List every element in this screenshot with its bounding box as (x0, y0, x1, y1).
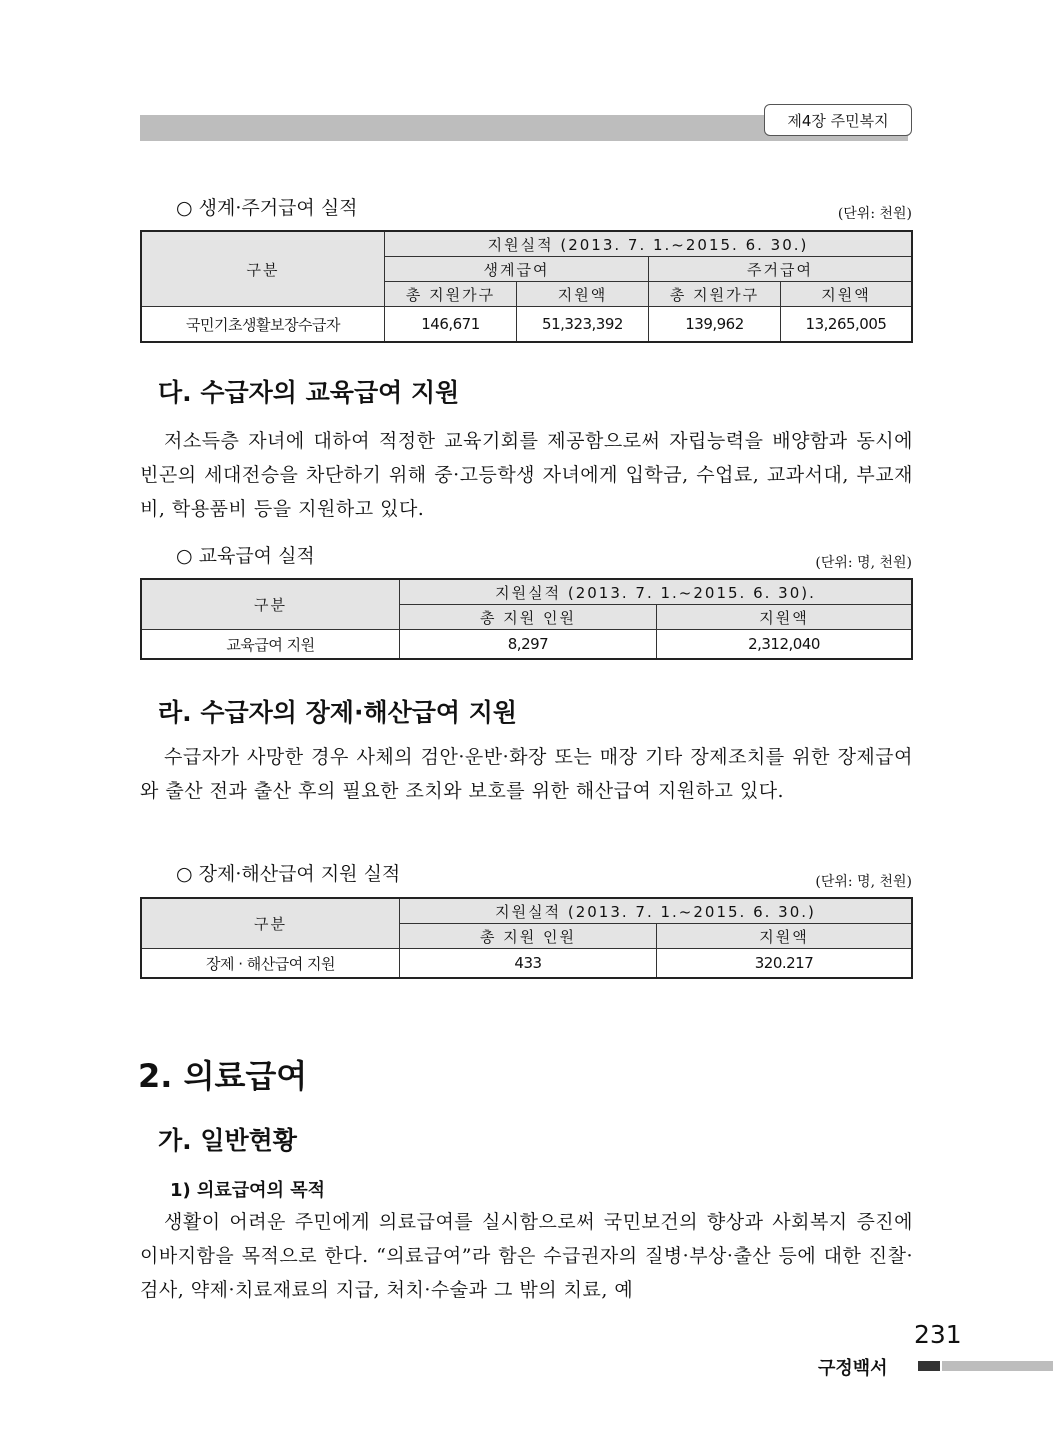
funeral-birth-table (140, 897, 913, 979)
table1-unit: (단위: 천원) (837, 206, 912, 222)
section2-body (140, 1205, 913, 1307)
section-da-body (140, 424, 913, 526)
section-da-body-text: 저소득층 자녀에 대하여 적정한 교육기회를 제공함으로써 자립능력을 배양함과 동시에 빈곤의 세대전승을 차단하기 위해 중·고등학생 자녀에게 입학금, 수업료, 교과서대, 부교재비, 학용품비 등을 지원하고 있다. (140, 430, 913, 520)
section-ra-heading: 라. 수급자의 장제·해산급여 지원 (158, 698, 518, 727)
page-number: 231 (914, 1320, 962, 1349)
section2-body-text: 생활이 어려운 주민에게 의료급여를 실시함으로써 국민보건의 향상과 사회복지 증진에 이바지함을 목적으로 한다. “의료급여”라 함은 수급권자의 질병·부상·출산 등에 대한 진찰·검사, 약제·치료재료의 지급, 처치·수술과 그 밖의 치료, 예 (140, 1211, 913, 1301)
table2-unit: (단위: 명, 천원) (815, 555, 912, 571)
section2-item-title: 1) 의료급여의 목적 (170, 1180, 325, 1201)
table1-header-living-households: 총 지원가구 (385, 282, 517, 307)
table2-header-period: 지원실적 (2013. 7. 1.~2015. 6. 30). (400, 579, 913, 605)
table1-header-period: 지원실적 (2013. 7. 1.~2015. 6. 30.) (385, 231, 913, 257)
table2-header-people: 총 지원 인원 (400, 605, 657, 630)
table3-header-period: 지원실적 (2013. 7. 1.~2015. 6. 30.) (400, 898, 913, 924)
table3-people: 433 (400, 949, 657, 979)
table1-row-label: 국민기초생활보장수급자 (141, 307, 385, 343)
table1-housing-households: 139,962 (649, 307, 781, 343)
table1-header-housing-households: 총 지원가구 (649, 282, 781, 307)
living-housing-table (140, 230, 913, 343)
table1-living-amount: 51,323,392 (517, 307, 649, 343)
table1-living-households: 146,671 (385, 307, 517, 343)
table1-title: ○ 생계·주거급여 실적 (176, 197, 358, 219)
section-ra-body (140, 740, 913, 808)
book-title: 구정백서 (818, 1358, 888, 1379)
chapter-tab: 제4장 주민복지 (764, 104, 912, 136)
table3-title: ○ 장제·해산급여 지원 실적 (176, 863, 401, 885)
section2-title: 2. 의료급여 (138, 1057, 308, 1095)
table3-header-amount: 지원액 (657, 924, 913, 949)
table2-header-amount: 지원액 (657, 605, 913, 630)
section-ra-body-text: 수급자가 사망한 경우 사체의 검안·운반·화장 또는 매장 기타 장제조치를 위한 장제급여와 출산 전과 출산 후의 필요한 조치와 보호를 위한 해산급여 지원하고 있다. (140, 746, 913, 802)
table2-header-category: 구분 (141, 579, 400, 630)
footer-black-bar (918, 1361, 940, 1371)
table1-header-housing-amount: 지원액 (781, 282, 913, 307)
table3-row-label: 장제 · 해산급여 지원 (141, 949, 400, 979)
table2-title: ○ 교육급여 실적 (176, 545, 315, 567)
table2-people: 8,297 (400, 630, 657, 660)
table3-amount: 320.217 (657, 949, 913, 979)
table1-header-living-amount: 지원액 (517, 282, 649, 307)
table1-header-housing: 주거급여 (649, 257, 913, 282)
table2-amount: 2,312,040 (657, 630, 913, 660)
table3-header-category: 구분 (141, 898, 400, 949)
education-table (140, 578, 913, 660)
table3-header-people: 총 지원 인원 (400, 924, 657, 949)
table3-unit: (단위: 명, 천원) (815, 874, 912, 890)
table1-housing-amount: 13,265,005 (781, 307, 913, 343)
table1-header-category: 구분 (141, 231, 385, 307)
table2-row-label: 교육급여 지원 (141, 630, 400, 660)
footer-gray-bar (942, 1361, 1053, 1371)
section-da-heading: 다. 수급자의 교육급여 지원 (158, 378, 460, 407)
table1-header-living: 생계급여 (385, 257, 649, 282)
section2-subtitle: 가. 일반현황 (158, 1126, 297, 1155)
